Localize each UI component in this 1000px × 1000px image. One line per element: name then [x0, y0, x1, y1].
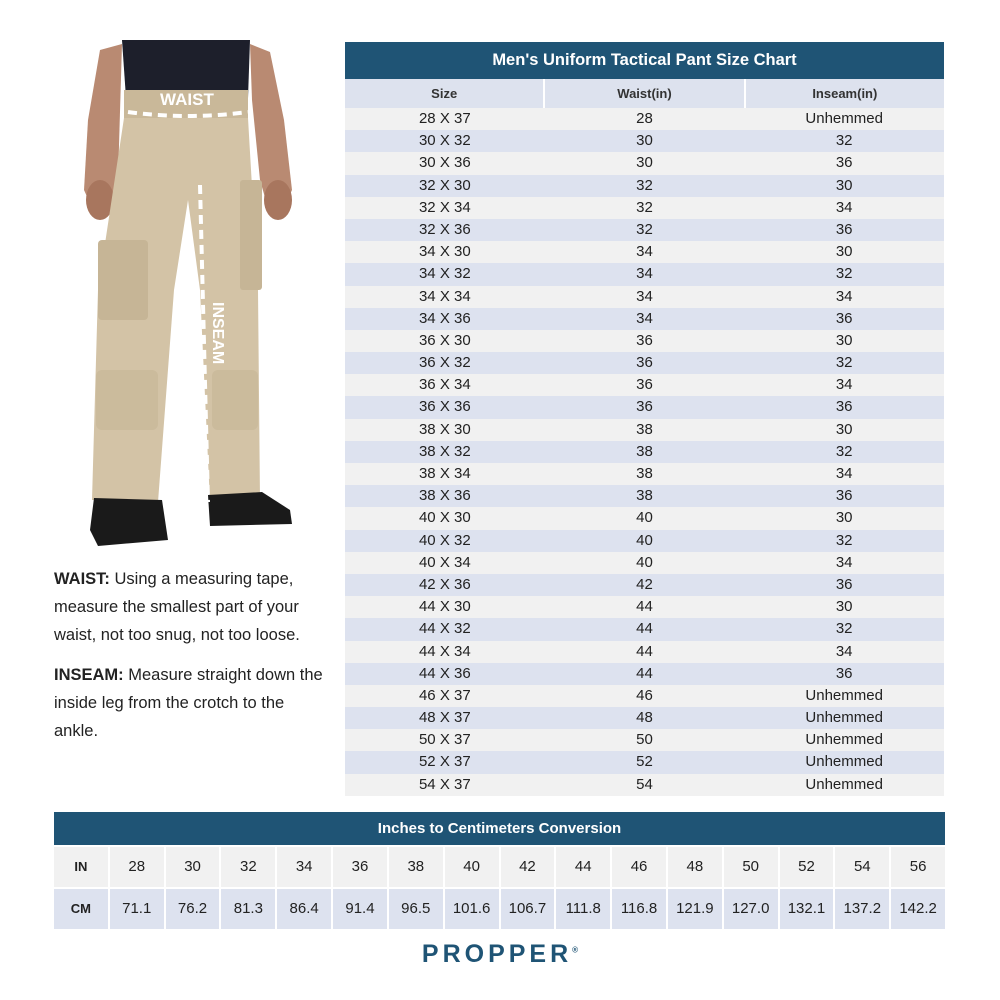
inches-value: 54	[835, 847, 891, 887]
table-row	[345, 530, 944, 552]
table-row	[345, 685, 944, 707]
inseam-cell: 36	[835, 487, 853, 505]
size-chart-body	[345, 108, 944, 796]
size-cell: 36 X 34	[418, 376, 471, 394]
conversion-table	[54, 812, 945, 929]
size-cell: 32 X 34	[418, 198, 471, 216]
logo-text: PROPPER	[421, 940, 573, 968]
inseam-cell: Unhemmed	[805, 686, 883, 704]
waist-cell: 40	[636, 553, 653, 571]
table-row	[345, 175, 944, 197]
centimeters-value: 116.8	[612, 889, 668, 929]
table-row	[345, 774, 944, 796]
size-chart-header-row	[345, 79, 944, 108]
table-row	[345, 152, 944, 174]
table-row	[345, 663, 944, 685]
centimeters-value: 96.5	[389, 889, 445, 929]
waist-text: Using a measuring tape, measure the smallest part of your waist, not too snug, not too loose.	[54, 570, 300, 644]
size-cell: 30 X 36	[418, 154, 471, 172]
waist-cell: 38	[636, 442, 653, 460]
inseam-text: Measure straight down the inside leg from the crotch to the ankle.	[54, 666, 323, 740]
inches-value: 48	[668, 847, 724, 887]
size-cell: 50 X 37	[418, 731, 471, 749]
size-cell: 54 X 37	[418, 775, 471, 793]
size-cell: 36 X 32	[418, 354, 471, 372]
inseam-cell: Unhemmed	[805, 775, 883, 793]
table-row	[345, 219, 944, 241]
table-row	[345, 507, 944, 529]
size-cell: 44 X 32	[418, 620, 471, 638]
centimeters-value: 137.2	[835, 889, 891, 929]
waist-cell: 50	[636, 731, 653, 749]
table-row	[345, 751, 944, 773]
inseam-cell: Unhemmed	[805, 709, 883, 727]
size-cell: 34 X 36	[418, 309, 471, 327]
size-cell: 34 X 34	[418, 287, 471, 305]
inseam-cell: 32	[835, 132, 853, 150]
size-cell: 38 X 32	[418, 442, 471, 460]
inches-value: 32	[221, 847, 277, 887]
inches-value: 52	[780, 847, 836, 887]
inches-value: 34	[277, 847, 333, 887]
inches-value: 46	[612, 847, 668, 887]
table-row	[345, 330, 944, 352]
size-cell: 52 X 37	[418, 753, 471, 771]
waist-cell: 44	[636, 642, 653, 660]
table-row	[345, 641, 944, 663]
waist-cell: 32	[636, 220, 653, 238]
size-cell: 32 X 36	[418, 220, 471, 238]
inseam-cell: 30	[835, 176, 853, 194]
inseam-cell: 34	[835, 642, 853, 660]
table-row	[345, 618, 944, 640]
size-cell: 40 X 30	[418, 509, 471, 527]
size-cell: 34 X 30	[418, 243, 471, 261]
inseam-cell: 30	[835, 243, 853, 261]
waist-cell: 48	[636, 709, 653, 727]
waist-cell: 36	[636, 354, 653, 372]
waist-cell: 30	[636, 132, 653, 150]
waist-cell: 52	[636, 753, 653, 771]
table-row	[345, 108, 944, 130]
pants-illustration	[70, 40, 320, 560]
table-row	[345, 707, 944, 729]
waist-cell: 42	[636, 575, 653, 593]
waist-cell: 36	[636, 398, 653, 416]
inseam-cell: 30	[835, 598, 853, 616]
inseam-cell: 30	[835, 509, 853, 527]
table-row	[345, 463, 944, 485]
header-waist: Waist(in)	[545, 79, 745, 108]
pants-figure	[70, 40, 320, 560]
header-size: Size	[345, 79, 545, 108]
inseam-cell: 30	[835, 420, 853, 438]
inches-row	[54, 847, 945, 887]
table-row	[345, 574, 944, 596]
waist-cell: 30	[636, 154, 653, 172]
table-row	[345, 485, 944, 507]
waist-cell: 44	[636, 620, 653, 638]
centimeters-value: 127.0	[724, 889, 780, 929]
inches-value: 40	[445, 847, 501, 887]
inseam-cell: 36	[835, 575, 853, 593]
waist-cell: 46	[636, 686, 653, 704]
inseam-note	[54, 661, 324, 745]
table-row	[345, 374, 944, 396]
table-row	[345, 596, 944, 618]
inseam-cell: Unhemmed	[805, 110, 883, 127]
propper-logo	[0, 940, 1000, 969]
table-row	[345, 130, 944, 152]
inseam-label: INSEAM	[209, 302, 226, 365]
waist-cell: 36	[636, 331, 653, 349]
inseam-cell: 34	[835, 376, 853, 394]
inches-value: 36	[333, 847, 389, 887]
inseam-cell: 36	[835, 220, 853, 238]
waist-cell: 34	[636, 265, 653, 283]
size-cell: 32 X 30	[418, 176, 471, 194]
centimeters-label: CM	[54, 889, 110, 929]
table-row	[345, 241, 944, 263]
size-cell: 38 X 34	[418, 465, 471, 482]
inseam-cell: 34	[835, 553, 853, 571]
size-cell: 36 X 36	[418, 398, 471, 416]
size-cell: 44 X 34	[418, 642, 471, 660]
table-row	[345, 396, 944, 418]
inseam-cell: 36	[835, 309, 853, 327]
inseam-cell: Unhemmed	[805, 731, 883, 749]
size-cell: 44 X 36	[418, 664, 471, 682]
centimeters-value: 71.1	[110, 889, 166, 929]
centimeters-value: 81.3	[221, 889, 277, 929]
inseam-cell: 34	[835, 198, 853, 216]
waist-cell: 44	[636, 598, 653, 616]
inseam-cell: Unhemmed	[805, 753, 883, 771]
table-row	[345, 552, 944, 574]
inches-value: 30	[166, 847, 222, 887]
inseam-cell: 36	[835, 154, 853, 172]
size-cell: 44 X 30	[418, 598, 471, 616]
table-row	[345, 286, 944, 308]
waist-cell: 54	[636, 775, 653, 793]
centimeters-value: 121.9	[668, 889, 724, 929]
waist-note	[54, 565, 324, 649]
centimeters-value: 132.1	[780, 889, 836, 929]
inseam-cell: 32	[835, 442, 853, 460]
inches-value: 38	[389, 847, 445, 887]
waist-cell: 34	[636, 243, 653, 261]
centimeters-row	[54, 889, 945, 929]
inseam-term: INSEAM:	[54, 666, 124, 684]
inseam-cell: 32	[835, 620, 853, 638]
centimeters-value: 111.8	[556, 889, 612, 929]
size-cell: 38 X 30	[418, 420, 471, 438]
centimeters-value: 91.4	[333, 889, 389, 929]
size-cell: 48 X 37	[418, 709, 471, 727]
table-row	[345, 419, 944, 441]
centimeters-value: 101.6	[445, 889, 501, 929]
waist-cell: 32	[636, 176, 653, 194]
table-row	[345, 441, 944, 463]
inseam-cell: 32	[835, 531, 853, 549]
table-row	[345, 352, 944, 374]
waist-cell: 34	[636, 309, 653, 327]
inches-value: 42	[501, 847, 557, 887]
waist-cell: 32	[636, 198, 653, 216]
centimeters-value: 76.2	[166, 889, 222, 929]
inseam-cell: 36	[835, 398, 853, 416]
size-cell: 46 X 37	[418, 686, 471, 704]
centimeters-value: 142.2	[899, 900, 937, 917]
waist-cell: 34	[636, 287, 653, 305]
size-cell: 28 X 37	[418, 110, 471, 127]
waist-cell: 38	[636, 487, 653, 505]
size-cell: 40 X 34	[418, 553, 471, 571]
inches-value: 44	[556, 847, 612, 887]
waist-cell: 36	[636, 376, 653, 394]
centimeters-value: 106.7	[501, 889, 557, 929]
waist-cell: 40	[636, 531, 653, 549]
waist-cell: 38	[636, 420, 653, 438]
inches-value: 50	[724, 847, 780, 887]
table-row	[345, 308, 944, 330]
waist-cell: 40	[636, 509, 653, 527]
inseam-cell: 30	[835, 331, 853, 349]
inches-label: IN	[54, 847, 110, 887]
table-row	[345, 729, 944, 751]
size-cell: 36 X 30	[418, 331, 471, 349]
size-chart-title: Men's Uniform Tactical Pant Size Chart	[345, 42, 944, 79]
inseam-cell: 36	[835, 664, 853, 682]
waist-cell: 44	[636, 664, 653, 682]
inseam-cell: 32	[835, 354, 853, 372]
waist-term: WAIST:	[54, 570, 110, 588]
size-chart-table	[345, 42, 944, 796]
inseam-cell: 34	[835, 287, 853, 305]
waist-cell: 28	[636, 110, 653, 127]
header-inseam: Inseam(in)	[746, 79, 944, 108]
table-row	[345, 197, 944, 219]
inseam-cell: 32	[835, 265, 853, 283]
inches-value: 56	[909, 858, 927, 875]
inches-value: 28	[110, 847, 166, 887]
measurement-notes	[54, 565, 324, 757]
table-row	[345, 263, 944, 285]
conversion-title: Inches to Centimeters Conversion	[54, 812, 945, 845]
size-cell: 38 X 36	[418, 487, 471, 505]
centimeters-value: 86.4	[277, 889, 333, 929]
size-cell: 42 X 36	[418, 575, 471, 593]
inseam-cell: 34	[835, 465, 853, 482]
size-cell: 30 X 32	[418, 132, 471, 150]
size-cell: 40 X 32	[418, 531, 471, 549]
registered-mark: ®	[572, 945, 579, 955]
size-cell: 34 X 32	[418, 265, 471, 283]
waist-label: WAIST	[160, 90, 214, 109]
waist-cell: 38	[636, 465, 653, 482]
